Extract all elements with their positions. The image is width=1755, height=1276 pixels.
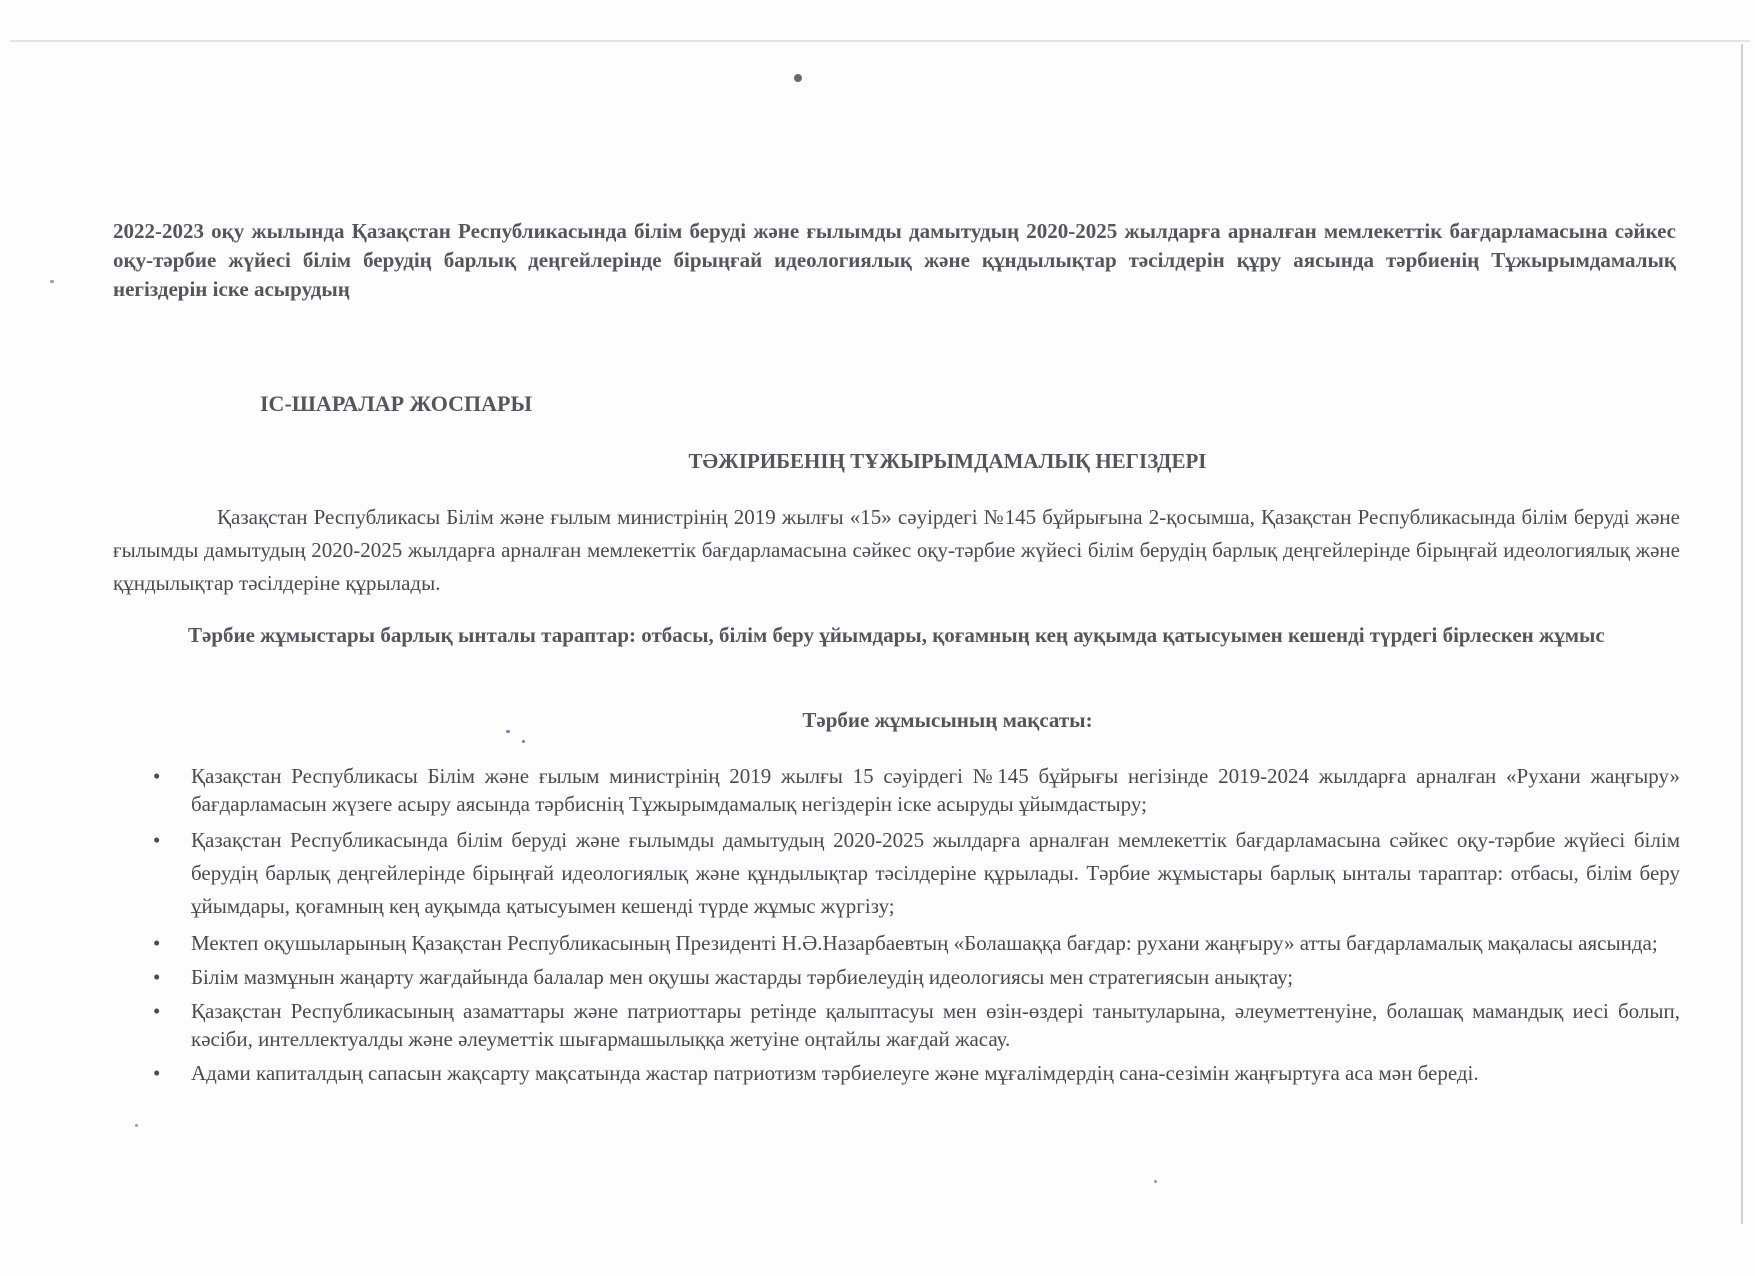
goals-title (0, 708, 1755, 733)
list-item-text: Қазақстан Республикасының азаматтары және патриоттары ретінде қалыптасуы мен өзін-өздері танытуларына, әлеуметтенуіне, болашақ мамандық иесі болып, кәсіби, интеллектуалды және әлеуметтік шығармашылыққа жетуіне оңтайлы жағдай жасау. (191, 999, 1680, 1051)
scan-top-edge (10, 40, 1750, 42)
scan-speck (50, 280, 54, 283)
bullet-icon: • (153, 828, 161, 852)
list-item (148, 997, 1680, 1053)
bullet-icon: • (153, 965, 161, 989)
bullet-icon: • (153, 764, 161, 788)
section-title (0, 449, 1755, 474)
goals-list (148, 762, 1680, 1093)
list-item-text: Адами капиталдың сапасын жақсарту мақсатында жастар патриотизм тәрбиелеуге және мұғалімдердің сана-сезімін жаңғыртуға аса мән береді. (191, 1061, 1479, 1085)
scan-speck (135, 1124, 138, 1127)
bullet-icon: • (153, 999, 161, 1023)
scan-right-edge (1741, 44, 1743, 1224)
document-header: 2022-2023 оқу жылында Қазақстан Республикасында білім беруді және ғылымды дамытудың 2020-2025 жылдарға арналған мемлекеттік бағдарламасына сәйкес оқу-тәрбие жүйесі білім берудің барлық деңгейлерінде бірыңғай идеологиялық және құндылықтар тәсілдерін құру аясында тәрбиенің Тұжырымдамалық негіздерін іске асырудың (113, 219, 1676, 301)
list-item (148, 963, 1680, 991)
bullet-icon: • (153, 931, 161, 955)
list-item-text: Қазақстан Республикасында білім беруді және ғылымды дамытудың 2020-2025 жылдарға арналған мемлекеттік бағдарламасына сәйкес оқу-тәрбие жүйесі білім берудің барлық деңгейлерінде бірыңғай идеологиялық және құндылықтар тәсілдеріне құрылады. Тәрбие жұмыстары барлық ынталы тараптар: отбасы, білім беру ұйымдары, қоғамның кең ауқымда қатысуымен кешенді түрде жұмыс жүргізу; (191, 828, 1680, 918)
intro-paragraph: Қазақстан Республикасы Білім және ғылым министрінің 2019 жылғы «15» сәуірдегі №145 бұйрығына 2-қосымша, Қазақстан Республикасында білім беруді және ғылымды дамытудың 2020-2025 жылдарға арналған мемлекеттік бағдарламасына сәйкес оқу-тәрбие жүйесі білім берудің барлық деңгейлерінде бірыңғай идеологиялық және құндылықтар тәсілдеріне құрылады. (113, 505, 1680, 595)
scan-speck (1154, 1180, 1157, 1183)
work-paragraph: Тәрбие жұмыстары барлық ынталы тараптар: отбасы, білім беру ұйымдары, қоғамның кең ауқымда қатысуымен кешенді түрдегі бірлескен жұмыс (188, 623, 1605, 647)
plan-title: ІС-ШАРАЛАР ЖОСПАРЫ (260, 391, 533, 416)
scan-dot (794, 74, 802, 82)
scan-speck (522, 740, 525, 743)
list-item-text: Білім мазмұнын жаңарту жағдайында балалар мен оқушы жастарды тәрбиелеудің идеологиясы мен стратегиясын анықтау; (191, 965, 1294, 989)
list-item-text: Қазақстан Республикасы Білім және ғылым министрінің 2019 жылғы 15 сәуірдегі №145 бұйрығы негізінде 2019-2024 жылдарға арналған «Рухани жаңғыру» бағдарламасын жүзеге асыру аясында тәрбиснің Тұжырымдамалық негіздерін іске асыруды ұйымдастыру; (191, 764, 1680, 816)
goals-title-text: Тәрбие жұмысының мақсаты: (802, 708, 1093, 732)
list-item (148, 762, 1680, 818)
list-item-text: Мектеп оқушыларының Қазақстан Республикасының Президенті Н.Ә.Назарбаевтың «Болашаққа бағдар: рухани жаңғыру» атты бағдарламалық мақаласы аясында; (191, 931, 1658, 955)
list-item (148, 824, 1680, 923)
list-item (148, 929, 1680, 957)
bullet-icon: • (153, 1061, 161, 1085)
list-item (148, 1059, 1680, 1087)
section-title-text: ТӘЖІРИБЕНІҢ ТҰЖЫРЫМДАМАЛЫҚ НЕГІЗДЕРІ (688, 449, 1207, 473)
